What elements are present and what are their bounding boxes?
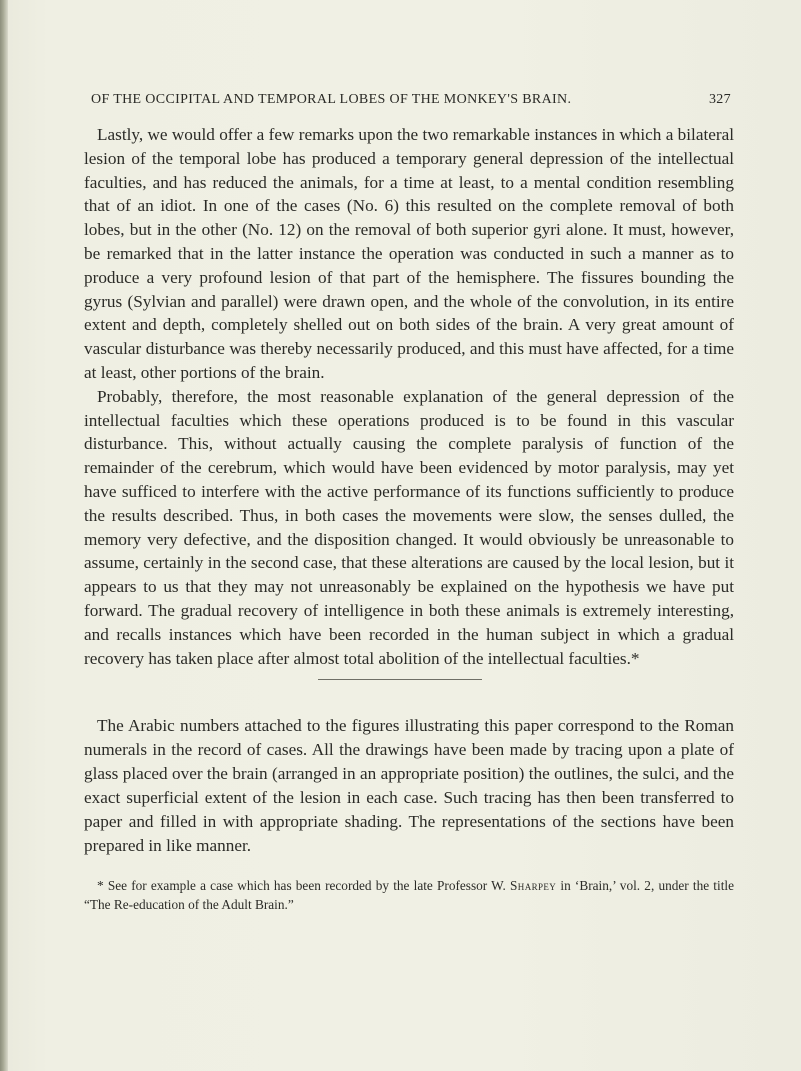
footnote-text-before: * See for example a case which has been recorded by the late Professor W. xyxy=(97,878,510,893)
footnote-text-after: in ‘Brain,’ vol. 2, under the title “The Re-education of the Adult Brain.” xyxy=(84,878,734,912)
footnote-author-name: Sharpey xyxy=(510,878,557,893)
section-divider xyxy=(318,679,482,680)
page-number: 327 xyxy=(708,92,731,107)
running-title: OF THE OCCIPITAL AND TEMPORAL LOBES OF THE MONKEY'S BRAIN. xyxy=(91,92,572,107)
paragraph-explanation: Probably, therefore, the most reasonable explanation of the general depression of the intellectual faculties which these operations produced is to be found in this vascular disturbance. This, without actually causing the complete paralysis of function of the remainder of the cerebrum, which would have been evidenced by motor paralysis, may yet have sufficed to interfere with the active performance of its functions sufficiently to produce the results described. Thus, in both cases the movements were slow, the senses dulled, the memory very defective, and the disposition changed. It would obviously be unreasonable to assume, certainly in the second case, that these alterations are caused by the local lesion, but it appears to us that they may not unreasonably be explained on the hypothesis we have put forward. The gradual recovery of intelligence in both these animals is extremely interesting, and recalls instances which have been recorded in the human subject in which a gradual recovery has taken place after almost total abolition of the intellectual faculties.* xyxy=(84,386,734,668)
footnote-text xyxy=(84,876,734,914)
footnote xyxy=(84,876,734,914)
binding-edge xyxy=(0,0,8,1071)
main-text xyxy=(84,123,734,670)
figures-note xyxy=(84,714,734,858)
paragraph-temporal-lesion: Lastly, we would offer a few remarks upon the two remarkable instances in which a bilateral lesion of the temporal lobe has produced a temporary general depression of the intellectual faculties, and has reduced the animals, for a time at least, to a mental condition resembling that of an idiot. In one of the cases (No. 6) this resulted on the complete removal of both lobes, but in the other (No. 12) on the removal of both superior gyri alone. It must, however, be remarked that in the latter instance the operation was conducted in such a manner as to produce a very profound lesion of that part of the hemisphere. The fissures bounding the gyrus (Sylvian and parallel) were drawn open, and the whole of the convolution, in its entire extent and depth, completely shelled out on both sides of the brain. A very great amount of vascular disturbance was thereby necessarily produced, and this must have affected, for a time at least, other portions of the brain. xyxy=(84,125,734,382)
paragraph-figures-note: The Arabic numbers attached to the figures illustrating this paper correspond to the Roman numerals in the record of cases. All the drawings have been made by tracing upon a plate of glass placed over the brain (arranged in an appropriate position) the outlines, the sulci, and the exact superficial extent of the lesion in each case. Such tracing has then been transferred to paper and filled in with appropriate shading. The representations of the sections have been prepared in like manner. xyxy=(84,716,734,855)
